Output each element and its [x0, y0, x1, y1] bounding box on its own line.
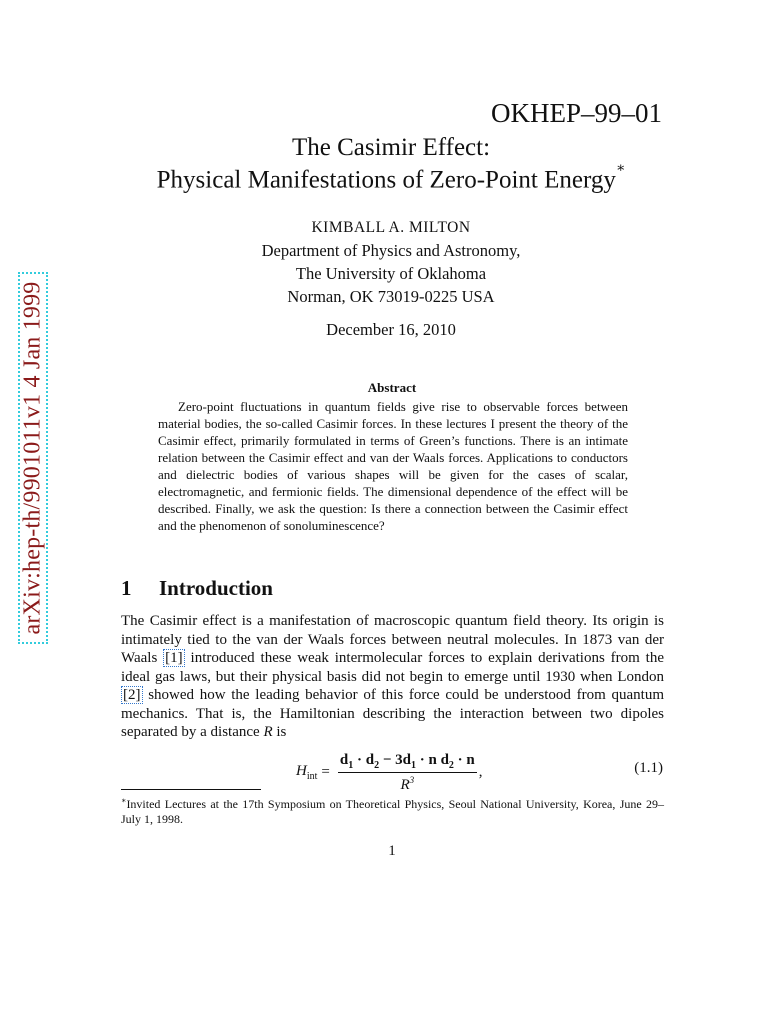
- footnote: [121, 793, 664, 827]
- paper-date: December 16, 2010: [326, 320, 456, 339]
- page-number: 1: [388, 843, 396, 859]
- arxiv-stamp-text: arXiv:hep-th/9901011v1 4 Jan 1999: [19, 281, 46, 635]
- section-heading: [121, 576, 273, 601]
- affiliation-line-2: The University of Oklahoma: [295, 264, 487, 283]
- abstract-body: Zero-point fluctuations in quantum fields give rise to observable forces between material bodies, the so-called Casimir forces. In these lectures I present the theory of the Casimir effect, primarily formulated in terms of Green’s functions. There is an intimate relation between the Casimir effect and van der Waals forces. Applications to conductors and dielectric bodies of various shapes will be given for the cases of scalar, electromagnetic, and fermionic fields. The dimensional dependence of the effect will be described. Finally, we ask the question: Is there a connection between the Casimir effect and the phenomenon of sonoluminescence?: [158, 399, 628, 533]
- equation-denominator: $R^3$: [400, 775, 415, 793]
- equation: [296, 752, 483, 792]
- body-text-4: is: [272, 724, 287, 740]
- citation-link-2[interactable]: [2]: [123, 687, 141, 703]
- affiliation-line-1: Department of Physics and Astronomy,: [261, 241, 521, 260]
- equation-lhs: [296, 763, 317, 782]
- abstract-heading: Abstract: [367, 380, 417, 395]
- body-text-2: introduced these weak intermolecular forces to explain derivations from the ideal gas laws, but their physical basis did not begin to emerge until 1930 when London: [121, 650, 665, 685]
- equation-equals: =: [321, 763, 330, 780]
- body-paragraph: [121, 612, 664, 742]
- footnote-text: Invited Lectures at the 17th Symposium on Theoretical Physics, Seoul National University, Korea, June 29–July 1, 1998.: [121, 797, 664, 826]
- variable-r: R: [263, 724, 273, 740]
- section-title: Introduction: [159, 576, 273, 600]
- title-footnote-mark: ∗: [615, 161, 626, 176]
- report-number: OKHEP–99–01: [490, 98, 662, 128]
- equation-lhs-symbol: H: [296, 762, 307, 779]
- paper-title-line-2: [0, 161, 768, 194]
- equation-lhs-subscript: int: [306, 770, 318, 782]
- footnote-mark: ∗: [121, 796, 127, 805]
- equation-fraction: [338, 752, 477, 792]
- equation-number: (1.1): [634, 760, 663, 776]
- equation-trailing: ,: [478, 763, 483, 780]
- author-block: [0, 216, 768, 308]
- equation-numerator: $d_1 \cdot d_2 - 3d_1 \cdot n$ $d_2 \cdot n$: [339, 752, 475, 771]
- citation-link-1[interactable]: [1]: [165, 650, 183, 666]
- section-number: 1: [121, 576, 132, 600]
- affiliation-line-3: Norman, OK 73019-0225 USA: [287, 287, 495, 306]
- footnote-rule: [121, 789, 261, 790]
- author-name: KIMBALL A. MILTON: [311, 219, 471, 236]
- paper-title-line-1: The Casimir Effect:: [291, 134, 491, 161]
- paper-title-text: Physical Manifestations of Zero-Point Energy: [156, 166, 616, 194]
- body-text-3: showed how the leading behavior of this force could be understood from quantum mechanics. That is, the Hamiltonian describing the interaction between two dipoles separated by a distance: [121, 687, 664, 740]
- body-text-1: The Casimir effect is a manifestation of macroscopic quantum field theory. Its origin is intimately tied to the van der Waals forces between neutral molecules. In 1873 van der Waals: [121, 613, 664, 666]
